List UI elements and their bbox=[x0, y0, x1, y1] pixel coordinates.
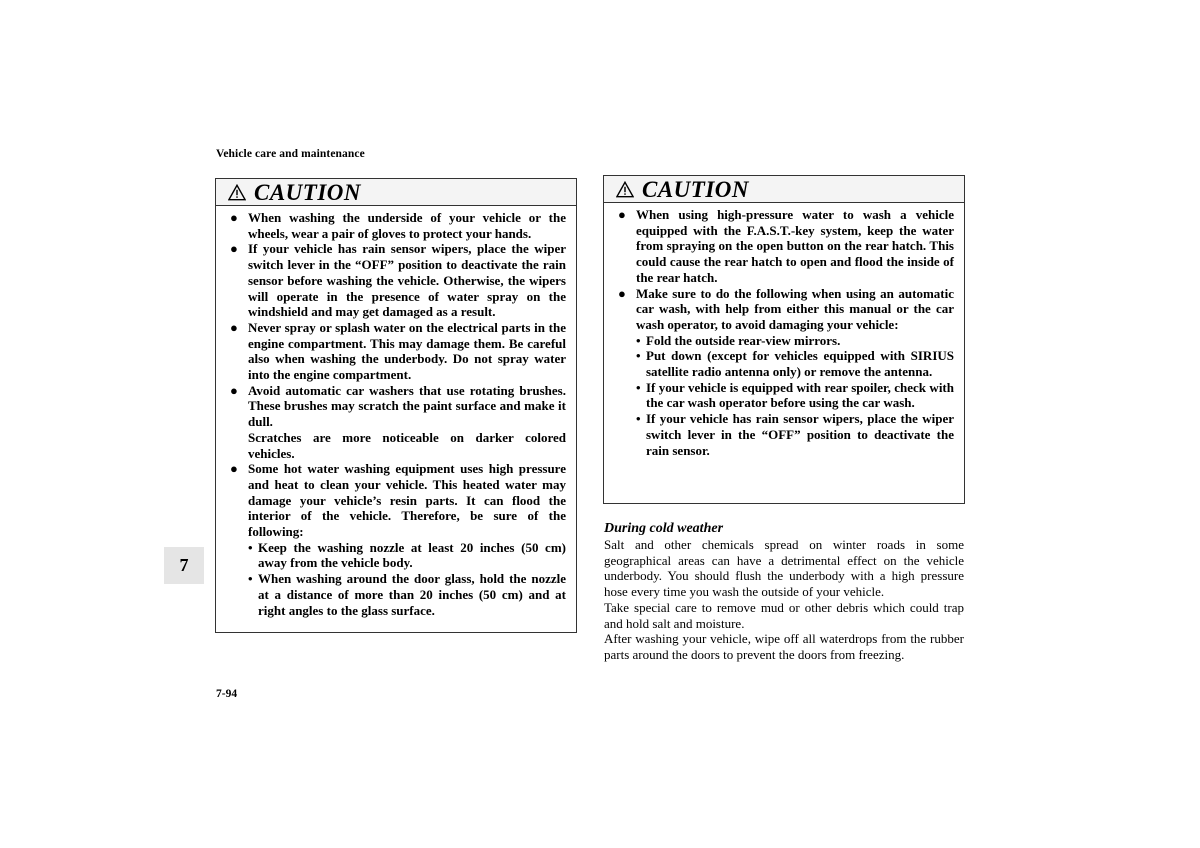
caution-item-text: When using high-pressure water to wash a vehicle equipped with the F.A.S.T.-key system, keep the water from spraying on the open button on the rear hatch. This could cause the rear hatch to open and flood the inside of the rear hatch. bbox=[636, 207, 954, 285]
bullet-icon: ● bbox=[230, 241, 238, 257]
sub-list-item bbox=[636, 333, 954, 349]
sub-list-item-text: When washing around the door glass, hold the nozzle at a distance of more than 20 inches (50 cm) and at right angles to the glass surface. bbox=[258, 571, 566, 618]
cold-weather-section bbox=[604, 520, 964, 663]
caution-body bbox=[216, 206, 576, 618]
caution-header bbox=[604, 176, 964, 203]
cold-weather-paragraph: Take special care to remove mud or other debris which could trap and hold salt and moisture. bbox=[604, 599, 964, 631]
sub-bullet-icon: • bbox=[636, 348, 641, 364]
section-header: Vehicle care and maintenance bbox=[216, 148, 365, 160]
warning-triangle-icon bbox=[228, 184, 246, 201]
caution-item-paragraph: Scratches are more noticeable on darker colored vehicles. bbox=[248, 429, 566, 461]
caution-item-paragraph: Make sure to do the following when using an automatic car wash, with help from either this manual or the car wash operator, to avoid damaging your vehicle: bbox=[636, 285, 954, 332]
sub-list-item bbox=[636, 411, 954, 458]
sub-list-item bbox=[248, 540, 566, 571]
sub-list-item-text: Fold the outside rear-view mirrors. bbox=[646, 332, 841, 348]
caution-body bbox=[604, 203, 964, 458]
sub-list-item-text: If your vehicle has rain sensor wipers, place the wiper switch lever in the “OFF” position to deactivate the rain sensor. bbox=[646, 411, 954, 458]
sub-list-item bbox=[248, 571, 566, 618]
caution-item bbox=[618, 207, 954, 286]
caution-item-text: Never spray or splash water on the electrical parts in the engine compartment. This may damage them. Be careful also when washing the underbody. Do not spray water into the engine compartment. bbox=[248, 319, 566, 383]
caution-item bbox=[230, 320, 566, 383]
caution-item-paragraph: Some hot water washing equipment uses high pressure and heat to clean your vehicle. This heated water may damage your vehicle’s resin parts. It can flood the interior of the vehicle. Therefore, be sure of the following: bbox=[248, 461, 566, 540]
page-number: 7-94 bbox=[216, 688, 238, 700]
bullet-icon: ● bbox=[618, 285, 626, 301]
caution-box-right bbox=[603, 175, 965, 504]
sub-bullet-icon: • bbox=[248, 539, 253, 555]
caution-item-text bbox=[248, 383, 566, 462]
sub-list-item-text: If your vehicle is equipped with rear spoiler, check with the car wash operator before using the car wash. bbox=[646, 379, 954, 411]
warning-triangle-icon bbox=[616, 181, 634, 198]
sub-list-item bbox=[636, 380, 954, 411]
sub-list-item bbox=[636, 348, 954, 379]
chapter-tab: 7 bbox=[164, 547, 204, 584]
caution-title: CAUTION bbox=[642, 176, 750, 202]
cold-weather-paragraph: Salt and other chemicals spread on winter roads in some geographical areas can have a detrimental effect on the vehicle underbody. You should flush the underbody with a high pressure hose every time you wash the outside of your vehicle. bbox=[604, 537, 964, 600]
cold-weather-paragraph: After washing your vehicle, wipe off all waterdrops from the rubber parts around the doors to prevent the doors from freezing. bbox=[604, 631, 964, 662]
bullet-icon: ● bbox=[230, 382, 238, 398]
sub-bullet-icon: • bbox=[636, 332, 641, 348]
caution-header bbox=[216, 179, 576, 206]
sub-bullet-icon: • bbox=[248, 571, 253, 587]
bullet-icon: ● bbox=[618, 207, 626, 222]
caution-item bbox=[230, 383, 566, 462]
caution-item bbox=[230, 241, 566, 320]
caution-item bbox=[230, 210, 566, 241]
bullet-icon: ● bbox=[230, 461, 238, 477]
caution-box-left bbox=[215, 178, 577, 633]
sub-list bbox=[636, 333, 954, 459]
caution-item-text: If your vehicle has rain sensor wipers, place the wiper switch lever in the “OFF” position to deactivate the rain sensor before washing the vehicle. Otherwise, the wipers will operate in the presence of water spray on the windshield and may get damaged as a result. bbox=[248, 241, 566, 320]
caution-item-text bbox=[636, 286, 954, 459]
bullet-icon: ● bbox=[230, 210, 238, 225]
caution-item-text bbox=[248, 461, 566, 618]
sub-bullet-icon: • bbox=[636, 411, 641, 427]
caution-title: CAUTION bbox=[254, 179, 362, 205]
caution-item bbox=[230, 461, 566, 618]
caution-item bbox=[618, 286, 954, 459]
sub-list-item-text: Keep the washing nozzle at least 20 inches (50 cm) away from the vehicle body. bbox=[258, 539, 566, 571]
cold-weather-heading: During cold weather bbox=[604, 521, 724, 536]
sub-list-item-text: Put down (except for vehicles equipped with SIRIUS satellite radio antenna only) or remove the antenna. bbox=[646, 348, 954, 380]
caution-item-paragraph: Avoid automatic car washers that use rotating brushes. These brushes may scratch the paint surface and make it dull. bbox=[248, 382, 566, 430]
caution-item-text: When washing the underside of your vehicle or the wheels, wear a pair of gloves to protect your hands. bbox=[248, 210, 566, 241]
bullet-icon: ● bbox=[230, 319, 238, 335]
sub-list bbox=[248, 540, 566, 619]
sub-bullet-icon: • bbox=[636, 379, 641, 395]
